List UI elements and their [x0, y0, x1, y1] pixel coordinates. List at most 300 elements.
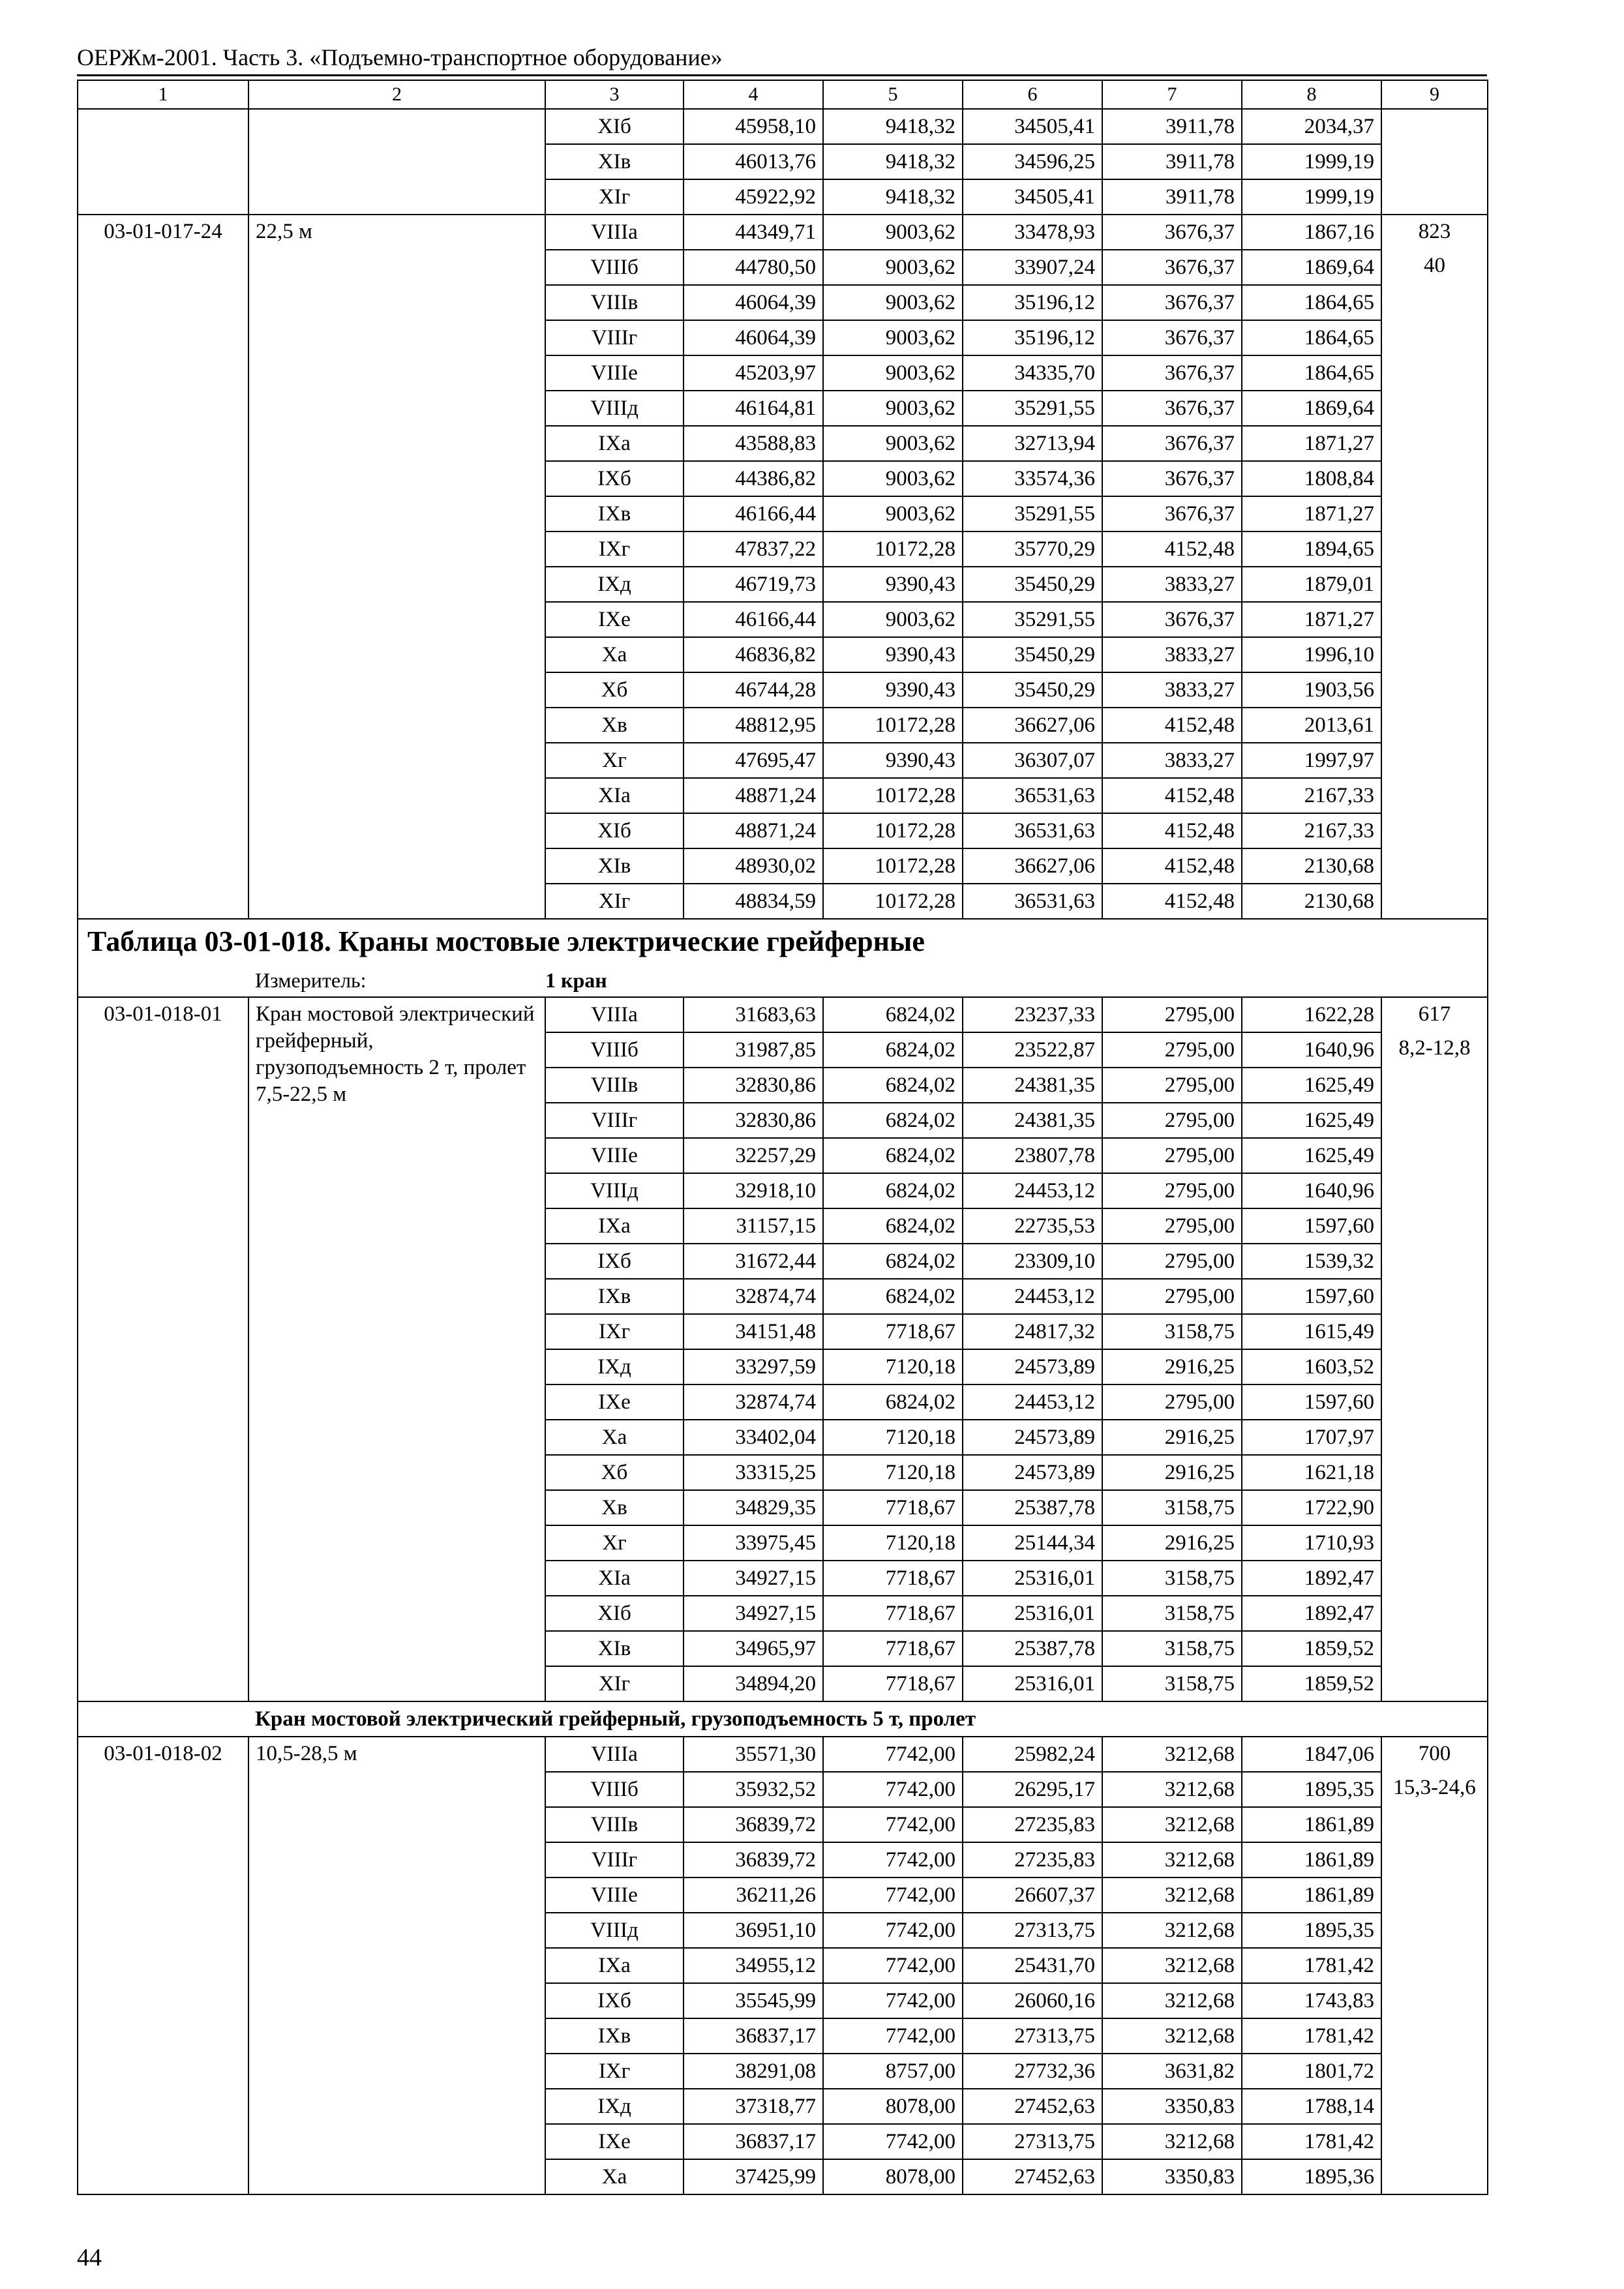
value-cell: 25431,70 — [963, 1948, 1102, 1983]
value-cell: 25316,01 — [963, 1561, 1102, 1596]
zone-cell: Xг — [545, 1525, 684, 1561]
measure-spacer — [78, 964, 248, 997]
value-cell: 6824,02 — [823, 1068, 963, 1103]
value-cell: 3212,68 — [1102, 1772, 1242, 1807]
value-cell: 9390,43 — [823, 567, 963, 602]
value-cell: 34955,12 — [684, 1948, 823, 1983]
value-cell: 25316,01 — [963, 1666, 1102, 1701]
value-cell: 35932,52 — [684, 1772, 823, 1807]
value-cell: 35571,30 — [684, 1737, 823, 1772]
value-cell: 2916,25 — [1102, 1420, 1242, 1455]
zone-cell: IXв — [545, 496, 684, 531]
value-cell: 25387,78 — [963, 1490, 1102, 1525]
zone-cell: VIIIе — [545, 1138, 684, 1173]
value-cell: 36531,63 — [963, 813, 1102, 848]
value-cell: 9003,62 — [823, 250, 963, 285]
value-cell: 10172,28 — [823, 531, 963, 567]
value-cell: 2013,61 — [1242, 708, 1381, 743]
value-cell: 24381,35 — [963, 1103, 1102, 1138]
subheading-text: Кран мостовой электрический грейферный, грузоподъемность 5 т, пролет — [248, 1701, 1488, 1737]
value-cell: 9003,62 — [823, 391, 963, 426]
value-cell: 1861,89 — [1242, 1842, 1381, 1878]
value-cell: 9390,43 — [823, 672, 963, 708]
value-cell: 1871,27 — [1242, 426, 1381, 461]
value-cell: 35545,99 — [684, 1983, 823, 2018]
value-cell: 46064,39 — [684, 320, 823, 355]
value-cell: 2916,25 — [1102, 1455, 1242, 1490]
value-cell: 36837,17 — [684, 2124, 823, 2159]
value-cell: 6824,02 — [823, 1244, 963, 1279]
zone-cell: VIIIв — [545, 285, 684, 320]
zone-cell: XIг — [545, 1666, 684, 1701]
value-cell: 7742,00 — [823, 2018, 963, 2054]
zone-cell: IXд — [545, 2089, 684, 2124]
item-code: 03-01-017-24 — [78, 215, 248, 919]
value-cell: 7718,67 — [823, 1561, 963, 1596]
value-cell: 48930,02 — [684, 848, 823, 884]
value-cell: 24453,12 — [963, 1384, 1102, 1420]
value-cell: 7742,00 — [823, 1807, 963, 1842]
value-cell: 31683,63 — [684, 997, 823, 1032]
value-cell: 3676,37 — [1102, 496, 1242, 531]
value-cell: 2795,00 — [1102, 1208, 1242, 1244]
value-cell: 32874,74 — [684, 1279, 823, 1314]
value-cell: 9003,62 — [823, 426, 963, 461]
value-cell: 27452,63 — [963, 2089, 1102, 2124]
value-cell: 46166,44 — [684, 602, 823, 637]
value-cell: 1999,19 — [1242, 144, 1381, 179]
value-cell: 26607,37 — [963, 1878, 1102, 1913]
zone-cell: VIIIб — [545, 1032, 684, 1068]
value-cell: 10172,28 — [823, 708, 963, 743]
value-cell: 1722,90 — [1242, 1490, 1381, 1525]
value-cell: 34894,20 — [684, 1666, 823, 1701]
value-cell: 27235,83 — [963, 1807, 1102, 1842]
value-cell: 1892,47 — [1242, 1561, 1381, 1596]
value-cell: 45203,97 — [684, 355, 823, 391]
value-cell: 48834,59 — [684, 884, 823, 919]
value-cell: 3676,37 — [1102, 602, 1242, 637]
zone-cell: XIв — [545, 144, 684, 179]
value-cell: 1597,60 — [1242, 1208, 1381, 1244]
item-code: 03-01-018-01 — [78, 997, 248, 1701]
zone-cell: IXб — [545, 1244, 684, 1279]
value-cell: 32830,86 — [684, 1068, 823, 1103]
value-cell: 2795,00 — [1102, 1068, 1242, 1103]
value-cell: 2130,68 — [1242, 848, 1381, 884]
column-number: 2 — [248, 80, 545, 109]
value-cell: 27313,75 — [963, 1913, 1102, 1948]
value-cell: 1996,10 — [1242, 637, 1381, 672]
value-cell: 3158,75 — [1102, 1596, 1242, 1631]
value-cell: 31987,85 — [684, 1032, 823, 1068]
value-cell: 35196,12 — [963, 320, 1102, 355]
zone-cell: IXа — [545, 426, 684, 461]
value-cell: 4152,48 — [1102, 778, 1242, 813]
zone-cell: Xб — [545, 1455, 684, 1490]
value-cell: 1781,42 — [1242, 2124, 1381, 2159]
value-cell: 35450,29 — [963, 637, 1102, 672]
subheading-spacer — [78, 1701, 248, 1737]
value-cell: 1710,93 — [1242, 1525, 1381, 1561]
value-cell: 43588,83 — [684, 426, 823, 461]
value-cell: 2795,00 — [1102, 1244, 1242, 1279]
value-cell: 25316,01 — [963, 1596, 1102, 1631]
value-cell: 27452,63 — [963, 2159, 1102, 2194]
value-cell: 36307,07 — [963, 743, 1102, 778]
value-cell: 3212,68 — [1102, 1983, 1242, 2018]
value-cell: 35450,29 — [963, 672, 1102, 708]
zone-cell: XIг — [545, 884, 684, 919]
value-cell: 1781,42 — [1242, 2018, 1381, 2054]
value-cell: 2795,00 — [1102, 997, 1242, 1032]
extra-value: 700 — [1418, 1742, 1451, 1765]
extra-value: 617 — [1418, 1002, 1451, 1026]
value-cell: 1539,32 — [1242, 1244, 1381, 1279]
zone-cell: Xа — [545, 2159, 684, 2194]
value-cell: 23522,87 — [963, 1032, 1102, 1068]
zone-cell: VIIIд — [545, 391, 684, 426]
value-cell: 10172,28 — [823, 778, 963, 813]
value-cell: 3676,37 — [1102, 426, 1242, 461]
value-cell: 1808,84 — [1242, 461, 1381, 496]
zone-cell: VIIIа — [545, 997, 684, 1032]
value-cell: 2795,00 — [1102, 1173, 1242, 1208]
value-cell: 1743,83 — [1242, 1983, 1381, 2018]
value-cell: 33297,59 — [684, 1349, 823, 1384]
column-number: 4 — [684, 80, 823, 109]
value-cell: 6824,02 — [823, 1279, 963, 1314]
value-cell: 3833,27 — [1102, 637, 1242, 672]
zone-cell: VIIIг — [545, 1103, 684, 1138]
value-cell: 1707,97 — [1242, 1420, 1381, 1455]
extra-value: 40 — [1424, 254, 1445, 277]
zone-cell: IXг — [545, 2054, 684, 2089]
value-cell: 32713,94 — [963, 426, 1102, 461]
value-cell: 3212,68 — [1102, 2124, 1242, 2159]
value-cell: 46164,81 — [684, 391, 823, 426]
zone-cell: IXд — [545, 567, 684, 602]
extra-value: 15,3-24,6 — [1393, 1776, 1476, 1799]
zone-cell: IXа — [545, 1948, 684, 1983]
value-cell: 3212,68 — [1102, 1948, 1242, 1983]
value-cell: 3212,68 — [1102, 1737, 1242, 1772]
value-cell: 36839,72 — [684, 1842, 823, 1878]
value-cell: 6824,02 — [823, 1173, 963, 1208]
value-cell: 1640,96 — [1242, 1032, 1381, 1068]
value-cell: 35291,55 — [963, 496, 1102, 531]
value-cell: 2167,33 — [1242, 778, 1381, 813]
column-number: 6 — [963, 80, 1102, 109]
item-name — [248, 109, 545, 215]
column-number: 9 — [1381, 80, 1488, 109]
value-cell: 6824,02 — [823, 1208, 963, 1244]
value-cell: 36837,17 — [684, 2018, 823, 2054]
item-extra — [1381, 1737, 1488, 2194]
value-cell: 1861,89 — [1242, 1878, 1381, 1913]
value-cell: 7742,00 — [823, 2124, 963, 2159]
value-cell: 7718,67 — [823, 1596, 963, 1631]
value-cell: 45958,10 — [684, 109, 823, 144]
column-number: 5 — [823, 80, 963, 109]
zone-cell: Xа — [545, 637, 684, 672]
zone-cell: VIIIв — [545, 1807, 684, 1842]
value-cell: 26295,17 — [963, 1772, 1102, 1807]
zone-cell: IXд — [545, 1349, 684, 1384]
zone-cell: Xв — [545, 708, 684, 743]
item-name: Кран мостовой электрический грейферный, грузоподъемность 2 т, пролет 7,5-22,5 м — [248, 997, 545, 1701]
value-cell: 33574,36 — [963, 461, 1102, 496]
zone-cell: XIб — [545, 1596, 684, 1631]
subheading-row — [78, 1701, 1488, 1737]
value-cell: 44349,71 — [684, 215, 823, 250]
value-cell: 3833,27 — [1102, 743, 1242, 778]
value-cell: 24573,89 — [963, 1349, 1102, 1384]
table-title: Таблица 03-01-018. Краны мостовые электрические грейферные — [78, 919, 1488, 964]
value-cell: 33402,04 — [684, 1420, 823, 1455]
value-cell: 34927,15 — [684, 1596, 823, 1631]
value-cell: 33315,25 — [684, 1455, 823, 1490]
value-cell: 46166,44 — [684, 496, 823, 531]
value-cell: 3212,68 — [1102, 1913, 1242, 1948]
value-cell: 3631,82 — [1102, 2054, 1242, 2089]
value-cell: 1895,35 — [1242, 1772, 1381, 1807]
value-cell: 33907,24 — [963, 250, 1102, 285]
value-cell: 2795,00 — [1102, 1138, 1242, 1173]
value-cell: 1597,60 — [1242, 1279, 1381, 1314]
value-cell: 3158,75 — [1102, 1666, 1242, 1701]
value-cell: 9003,62 — [823, 320, 963, 355]
zone-cell: IXе — [545, 602, 684, 637]
zone-cell: VIIIб — [545, 1772, 684, 1807]
zone-cell: IXе — [545, 2124, 684, 2159]
value-cell: 32257,29 — [684, 1138, 823, 1173]
value-cell: 1801,72 — [1242, 2054, 1381, 2089]
value-cell: 7718,67 — [823, 1490, 963, 1525]
value-cell: 36531,63 — [963, 884, 1102, 919]
value-cell: 46013,76 — [684, 144, 823, 179]
page-number: 44 — [77, 2244, 102, 2271]
value-cell: 1859,52 — [1242, 1666, 1381, 1701]
value-cell: 1895,35 — [1242, 1913, 1381, 1948]
value-cell: 7718,67 — [823, 1631, 963, 1666]
value-cell: 34596,25 — [963, 144, 1102, 179]
value-cell: 44386,82 — [684, 461, 823, 496]
value-cell: 6824,02 — [823, 997, 963, 1032]
value-cell: 23237,33 — [963, 997, 1102, 1032]
value-cell: 1625,49 — [1242, 1138, 1381, 1173]
value-cell: 1892,47 — [1242, 1596, 1381, 1631]
value-cell: 2795,00 — [1102, 1103, 1242, 1138]
value-cell: 31672,44 — [684, 1244, 823, 1279]
value-cell: 10172,28 — [823, 813, 963, 848]
value-cell: 1859,52 — [1242, 1631, 1381, 1666]
value-cell: 1615,49 — [1242, 1314, 1381, 1349]
value-cell: 7742,00 — [823, 1878, 963, 1913]
zone-cell: VIIIд — [545, 1913, 684, 1948]
value-cell: 47695,47 — [684, 743, 823, 778]
zone-cell: Xа — [545, 1420, 684, 1455]
value-cell: 6824,02 — [823, 1032, 963, 1068]
value-cell: 34965,97 — [684, 1631, 823, 1666]
value-cell: 36951,10 — [684, 1913, 823, 1948]
value-cell: 32874,74 — [684, 1384, 823, 1420]
zone-cell: IXа — [545, 1208, 684, 1244]
value-cell: 33478,93 — [963, 215, 1102, 250]
value-cell: 8078,00 — [823, 2159, 963, 2194]
zone-cell: XIб — [545, 109, 684, 144]
value-cell: 3676,37 — [1102, 250, 1242, 285]
value-cell: 2034,37 — [1242, 109, 1381, 144]
value-cell: 24817,32 — [963, 1314, 1102, 1349]
value-cell: 3676,37 — [1102, 391, 1242, 426]
value-cell: 46719,73 — [684, 567, 823, 602]
zone-cell: XIб — [545, 813, 684, 848]
value-cell: 3911,78 — [1102, 179, 1242, 215]
zone-cell: VIIIе — [545, 355, 684, 391]
zone-cell: VIIIа — [545, 215, 684, 250]
value-cell: 1640,96 — [1242, 1173, 1381, 1208]
table-title-row — [78, 919, 1488, 964]
item-name: 10,5-28,5 м — [248, 1737, 545, 2194]
value-cell: 3158,75 — [1102, 1314, 1242, 1349]
value-cell: 2795,00 — [1102, 1279, 1242, 1314]
value-cell: 37318,77 — [684, 2089, 823, 2124]
value-cell: 9390,43 — [823, 743, 963, 778]
column-number: 1 — [78, 80, 248, 109]
value-cell: 46744,28 — [684, 672, 823, 708]
value-cell: 10172,28 — [823, 884, 963, 919]
value-cell: 46064,39 — [684, 285, 823, 320]
value-cell: 27313,75 — [963, 2018, 1102, 2054]
table-row — [78, 1737, 1488, 1772]
value-cell: 3833,27 — [1102, 567, 1242, 602]
zone-cell: VIIIб — [545, 250, 684, 285]
value-cell: 9418,32 — [823, 144, 963, 179]
value-cell: 2795,00 — [1102, 1384, 1242, 1420]
table-row — [78, 997, 1488, 1032]
zone-cell: VIIIв — [545, 1068, 684, 1103]
value-cell: 24573,89 — [963, 1455, 1102, 1490]
value-cell: 24573,89 — [963, 1420, 1102, 1455]
value-cell: 36839,72 — [684, 1807, 823, 1842]
value-cell: 1625,49 — [1242, 1068, 1381, 1103]
zone-cell: VIIIе — [545, 1878, 684, 1913]
value-cell: 34151,48 — [684, 1314, 823, 1349]
value-cell: 4152,48 — [1102, 531, 1242, 567]
value-cell: 10172,28 — [823, 848, 963, 884]
column-number: 3 — [545, 80, 684, 109]
value-cell: 48812,95 — [684, 708, 823, 743]
value-cell: 8078,00 — [823, 2089, 963, 2124]
value-cell: 3676,37 — [1102, 461, 1242, 496]
value-cell: 3158,75 — [1102, 1631, 1242, 1666]
value-cell: 1864,65 — [1242, 285, 1381, 320]
value-cell: 1871,27 — [1242, 602, 1381, 637]
value-cell: 34505,41 — [963, 109, 1102, 144]
value-cell: 1781,42 — [1242, 1948, 1381, 1983]
value-cell: 1871,27 — [1242, 496, 1381, 531]
value-cell: 1864,65 — [1242, 355, 1381, 391]
value-cell: 3158,75 — [1102, 1490, 1242, 1525]
value-cell: 6824,02 — [823, 1138, 963, 1173]
value-cell: 37425,99 — [684, 2159, 823, 2194]
value-cell: 33975,45 — [684, 1525, 823, 1561]
value-cell: 7742,00 — [823, 1842, 963, 1878]
value-cell: 35196,12 — [963, 285, 1102, 320]
value-cell: 1999,19 — [1242, 179, 1381, 215]
value-cell: 1622,28 — [1242, 997, 1381, 1032]
value-cell: 7718,67 — [823, 1666, 963, 1701]
measure-row — [78, 964, 1488, 997]
item-extra — [1381, 997, 1488, 1701]
value-cell: 32830,86 — [684, 1103, 823, 1138]
zone-cell: Xг — [545, 743, 684, 778]
value-cell: 1895,36 — [1242, 2159, 1381, 2194]
value-cell: 3212,68 — [1102, 1878, 1242, 1913]
value-cell: 24453,12 — [963, 1173, 1102, 1208]
value-cell: 3350,83 — [1102, 2089, 1242, 2124]
value-cell: 25982,24 — [963, 1737, 1102, 1772]
zone-cell: VIIIг — [545, 1842, 684, 1878]
value-cell: 3158,75 — [1102, 1561, 1242, 1596]
zone-cell: IXб — [545, 1983, 684, 2018]
value-cell: 2130,68 — [1242, 884, 1381, 919]
value-cell: 47837,22 — [684, 531, 823, 567]
value-cell: 7742,00 — [823, 1772, 963, 1807]
extra-value: 823 — [1418, 220, 1451, 243]
value-cell: 9418,32 — [823, 179, 963, 215]
value-cell: 25144,34 — [963, 1525, 1102, 1561]
value-cell: 2795,00 — [1102, 1032, 1242, 1068]
value-cell: 1879,01 — [1242, 567, 1381, 602]
value-cell: 4152,48 — [1102, 848, 1242, 884]
value-cell: 9003,62 — [823, 285, 963, 320]
item-extra — [1381, 215, 1488, 919]
value-cell: 9003,62 — [823, 461, 963, 496]
value-cell: 25387,78 — [963, 1631, 1102, 1666]
zone-cell: IXв — [545, 1279, 684, 1314]
value-cell: 3911,78 — [1102, 109, 1242, 144]
zone-cell: IXв — [545, 2018, 684, 2054]
value-cell: 1788,14 — [1242, 2089, 1381, 2124]
value-cell: 38291,08 — [684, 2054, 823, 2089]
value-cell: 7742,00 — [823, 1983, 963, 2018]
value-cell: 34829,35 — [684, 1490, 823, 1525]
value-cell: 1997,97 — [1242, 743, 1381, 778]
value-cell: 3676,37 — [1102, 320, 1242, 355]
value-cell: 45922,92 — [684, 179, 823, 215]
zone-cell: VIIIд — [545, 1173, 684, 1208]
zone-cell: XIа — [545, 778, 684, 813]
value-cell: 1894,65 — [1242, 531, 1381, 567]
value-cell: 1621,18 — [1242, 1455, 1381, 1490]
value-cell: 1869,64 — [1242, 250, 1381, 285]
column-number: 7 — [1102, 80, 1242, 109]
item-extra — [1381, 109, 1488, 215]
value-cell: 1861,89 — [1242, 1807, 1381, 1842]
value-cell: 34505,41 — [963, 179, 1102, 215]
zone-cell: XIв — [545, 848, 684, 884]
table-row — [78, 215, 1488, 250]
value-cell: 1903,56 — [1242, 672, 1381, 708]
value-cell: 3676,37 — [1102, 285, 1242, 320]
zone-cell: IXг — [545, 531, 684, 567]
value-cell: 22735,53 — [963, 1208, 1102, 1244]
value-cell: 31157,15 — [684, 1208, 823, 1244]
value-cell: 8757,00 — [823, 2054, 963, 2089]
zone-cell: XIв — [545, 1631, 684, 1666]
